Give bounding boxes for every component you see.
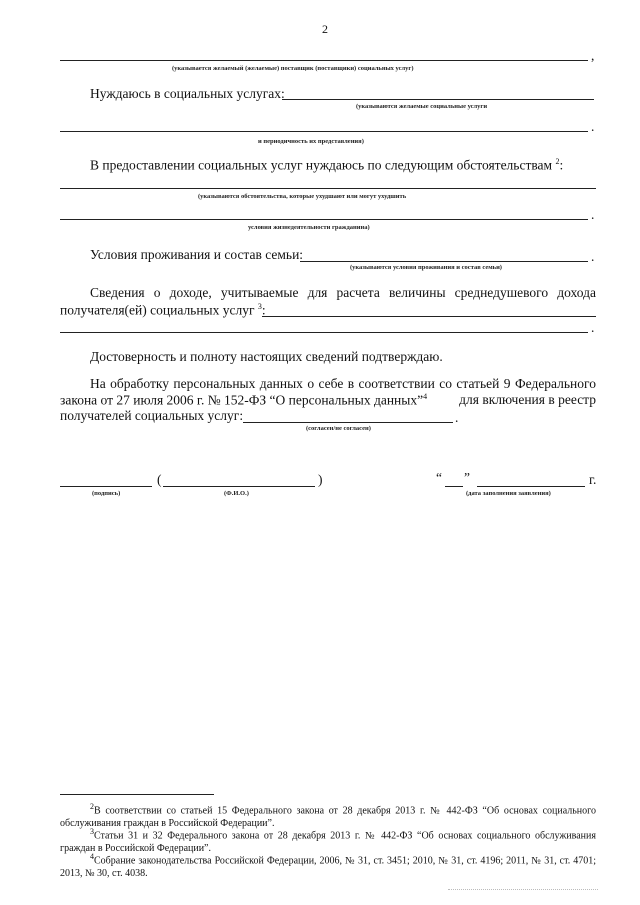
provider-end: , [591, 48, 595, 63]
signature-field-line[interactable] [60, 486, 152, 487]
provider-caption: (указывается желаемый (желаемые) поставщик (поставщики) социальных услуг) [172, 65, 414, 72]
consent-field-line[interactable] [243, 422, 453, 423]
footnote-4-text: Собрание законодательства Российской Федерации, 2006, № 31, ст. 3451; 2010, № 31, ст. 4196; 2011, № 31, ст. 4701; 2013, № 30, ст. 4038. [60, 855, 596, 879]
needs-caption-2: и периодичность их представления) [258, 138, 364, 145]
needs-field-line-1[interactable] [282, 99, 594, 100]
consent-end: . [455, 410, 459, 425]
date-day-field-line[interactable] [445, 486, 463, 487]
date-quote-close: ” [464, 470, 470, 485]
income-end: . [591, 320, 595, 335]
footnote-3-text: Статьи 31 и 32 Федерального закона от 28 декабря 2013 г. № 442-ФЗ “Об основах социального обслуживания граждан в Российской Федерации”. [60, 830, 596, 854]
circumstances-end: . [591, 207, 595, 222]
consent-caption: (согласен/не согласен) [306, 425, 371, 432]
consent-footnote-ref[interactable]: 4 [423, 392, 428, 401]
fio-open-paren: ( [157, 472, 162, 487]
circumstances-colon: : [559, 157, 564, 173]
needs-end: . [591, 119, 595, 134]
living-end: . [591, 249, 595, 264]
scan-artifact-line [448, 889, 598, 890]
consent-line-1: На обработку персональных данных о себе в соответствии со статьей 9 Федерального [90, 376, 596, 391]
date-year-suffix: г. [589, 472, 597, 487]
circumstances-footnote-ref[interactable]: 2 [555, 157, 560, 166]
circumstances-label-text: В предоставлении социальных услуг нуждаюсь по следующим обстоятельствам [90, 157, 553, 173]
provider-field-line[interactable] [60, 60, 588, 61]
date-caption: (дата заполнения заявления) [466, 490, 551, 497]
signature-caption: (подпись) [92, 490, 121, 497]
income-line-1: Сведения о доходе, учитываемые для расчета величины среднедушевого дохода [90, 285, 596, 300]
needs-caption-1: (указываются желаемые социальные услуги [356, 103, 488, 110]
consent-registry-text: для включения в реестр [459, 392, 596, 407]
consent-line-2 [60, 392, 596, 409]
income-label-text: получателя(ей) социальных услуг [60, 302, 255, 318]
circumstances-label [90, 157, 563, 174]
footnote-4-number: 4 [90, 852, 94, 861]
circumstances-field-line-1[interactable] [60, 188, 596, 189]
footnote-2-text: В соответствии со статьей 15 Федерального закона от 28 декабря 2013 г. № 442-ФЗ “Об основах социального обслуживания граждан в Российской Федерации”. [60, 805, 596, 829]
consent-line-3: получателей социальных услуг: [60, 408, 244, 423]
consent-law-text: закона от 27 июля 2006 г. № 152-ФЗ “О персональных данных” [60, 392, 424, 408]
needs-field-line-2[interactable] [60, 131, 588, 132]
date-quote-open: “ [436, 470, 442, 485]
footnote-separator [60, 794, 214, 795]
needs-label: Нуждаюсь в социальных услугах: [90, 86, 285, 101]
fio-caption: (Ф.И.О.) [224, 490, 249, 497]
fio-close-paren: ) [318, 472, 323, 487]
fio-field-line[interactable] [163, 486, 315, 487]
footnote-4 [60, 851, 596, 880]
confirmation-text: Достоверность и полноту настоящих сведений подтверждаю. [90, 349, 443, 364]
circumstances-caption-1: (указываются обстоятельства, которые ухудшают или могут ухудшить [198, 193, 407, 200]
living-field-line[interactable] [300, 261, 588, 262]
income-footnote-ref[interactable]: 3 [257, 302, 262, 311]
circumstances-caption-2: условия жизнедеятельности гражданина) [248, 224, 370, 231]
circumstances-field-line-2[interactable] [60, 219, 588, 220]
living-label: Условия проживания и состав семьи: [90, 247, 304, 262]
living-caption: (указываются условия проживания и состав семьи) [350, 264, 502, 271]
income-field-line-1[interactable] [262, 316, 596, 317]
footnote-2-number: 2 [90, 802, 94, 811]
income-line-2 [60, 302, 266, 319]
income-field-line-2[interactable] [60, 332, 588, 333]
page-number: 2 [322, 22, 328, 36]
income-colon: : [261, 302, 266, 318]
date-month-field-line[interactable] [477, 486, 585, 487]
footnote-3-number: 3 [90, 827, 94, 836]
